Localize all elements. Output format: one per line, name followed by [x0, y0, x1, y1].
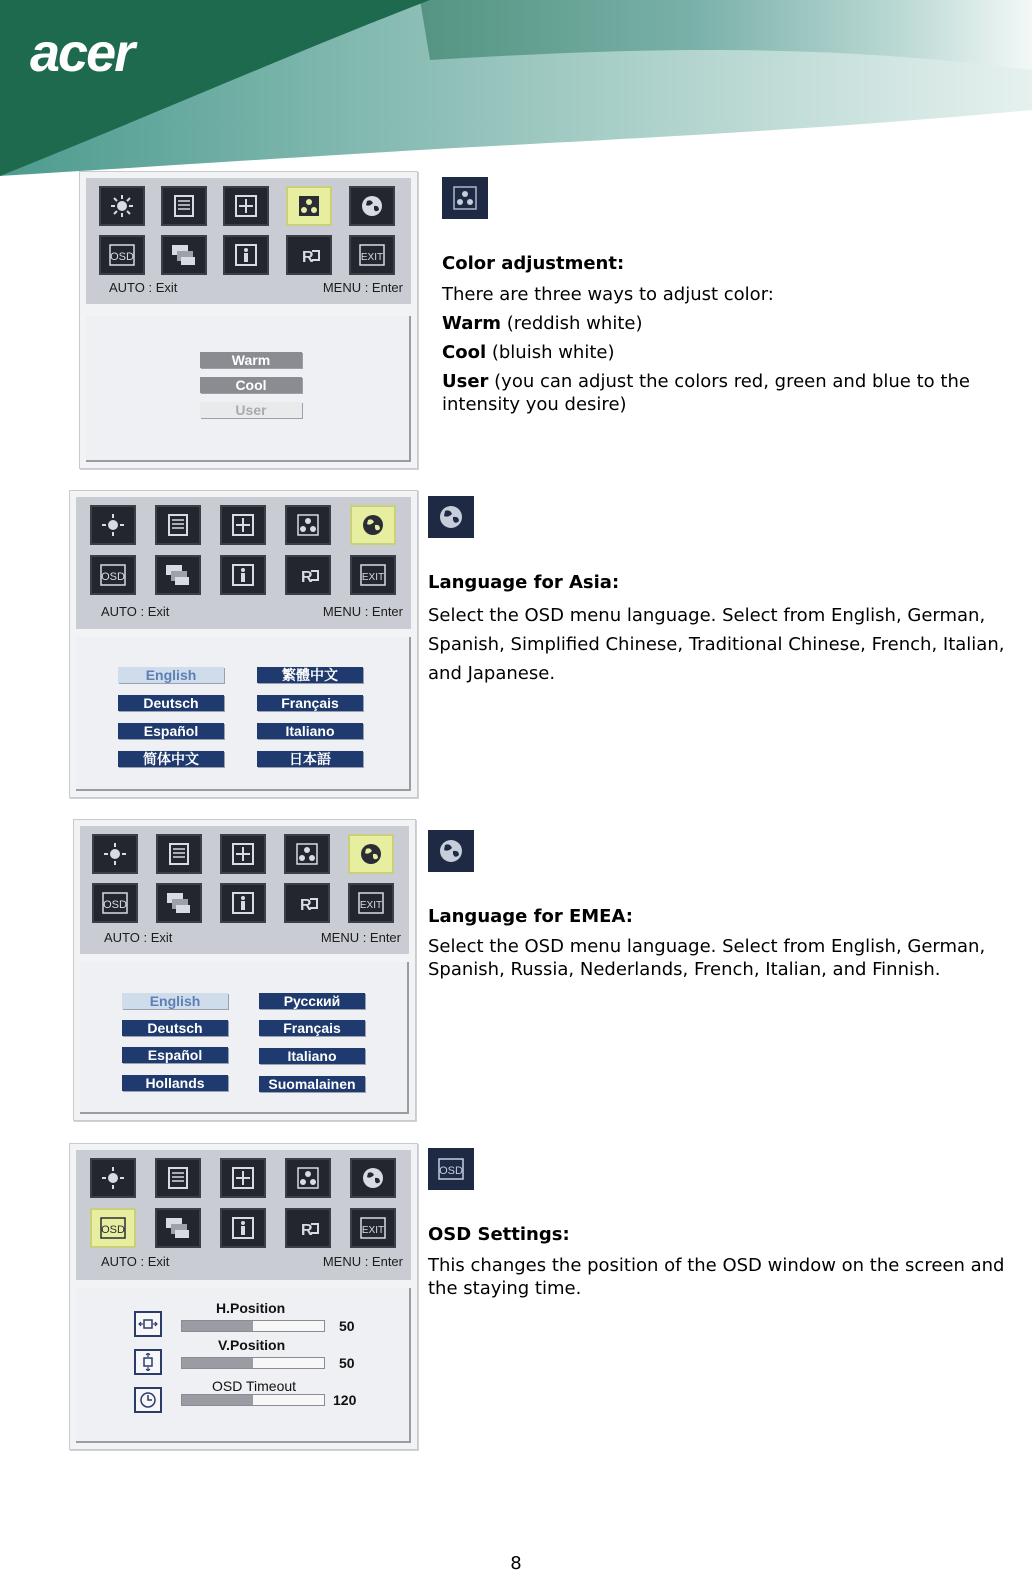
h-position-slider[interactable]: [181, 1320, 325, 1332]
color-icon[interactable]: [286, 186, 332, 226]
term-user-desc: (you can adjust the colors red, green and blue to the intensity you desire): [442, 371, 970, 415]
osd-enter-hint: MENU : Enter: [322, 1254, 403, 1269]
v-position-value: 50: [339, 1355, 355, 1371]
language-option-espanol[interactable]: Español: [122, 1047, 228, 1063]
h-position-label: H.Position: [216, 1300, 286, 1316]
language-icon[interactable]: [350, 505, 396, 545]
reset-icon[interactable]: [286, 235, 332, 275]
color-item-user: [442, 370, 1012, 416]
svg-text:OSD: OSD: [110, 251, 134, 263]
osd-content: [80, 962, 409, 1114]
language-option-suomalainen[interactable]: Suomalainen: [259, 1076, 365, 1092]
position-icon[interactable]: [220, 834, 266, 874]
svg-text:R: R: [301, 1222, 313, 1239]
information-icon[interactable]: [220, 555, 266, 595]
color-icon[interactable]: [285, 505, 331, 545]
input-icon[interactable]: [161, 235, 207, 275]
language-option-deutsch[interactable]: Deutsch: [122, 1020, 228, 1036]
color-item-warm: [442, 312, 1022, 335]
svg-text:R: R: [301, 569, 313, 586]
language-icon[interactable]: [349, 186, 395, 226]
osd-timeout-value: 120: [333, 1392, 357, 1408]
svg-text:OSD: OSD: [439, 1165, 463, 1177]
color-option-warm[interactable]: Warm: [200, 352, 302, 368]
exit-icon[interactable]: [350, 555, 396, 595]
input-icon[interactable]: [155, 555, 201, 595]
language-option-traditional-chinese[interactable]: 繁體中文: [257, 667, 363, 683]
osd-exit-hint: AUTO : Exit: [101, 604, 170, 619]
svg-text:R: R: [300, 897, 312, 914]
exit-icon[interactable]: [348, 883, 394, 923]
osd-timeout-label: OSD Timeout: [212, 1378, 297, 1394]
svg-text:OSD: OSD: [101, 1224, 125, 1236]
h-position-fill: [182, 1321, 253, 1331]
section-title-language-emea: Language for EMEA:: [428, 906, 633, 927]
osd-enter-hint: MENU : Enter: [322, 280, 403, 295]
h-position-value: 50: [339, 1318, 355, 1334]
language-option-francais[interactable]: Français: [257, 695, 363, 711]
language-icon[interactable]: [350, 1158, 396, 1198]
osd-exit-hint: AUTO : Exit: [101, 1254, 170, 1269]
brightness-icon[interactable]: [92, 834, 138, 874]
section-text-osd-settings: This changes the position of the OSD window on the screen and the staying time.: [428, 1255, 1005, 1299]
position-icon[interactable]: [223, 186, 269, 226]
osd-enter-hint: MENU : Enter: [322, 604, 403, 619]
v-position-fill: [182, 1358, 253, 1368]
language-option-english[interactable]: English: [122, 993, 228, 1009]
color-option-user[interactable]: User: [200, 402, 302, 418]
section-title-osd-settings: OSD Settings:: [428, 1224, 570, 1245]
language-option-italiano[interactable]: Italiano: [259, 1048, 365, 1064]
information-icon[interactable]: [220, 883, 266, 923]
osd-timeout-slider[interactable]: [181, 1394, 325, 1406]
term-user: User: [442, 371, 489, 392]
osd-icon: [428, 1148, 474, 1190]
picture-icon[interactable]: [161, 186, 207, 226]
color-icon: [442, 177, 488, 219]
osd-panel-color: [79, 171, 418, 469]
input-icon[interactable]: [156, 883, 202, 923]
svg-text:EXIT: EXIT: [361, 572, 385, 583]
term-cool-desc: (bluish white): [486, 342, 615, 363]
language-icon: [428, 830, 474, 872]
picture-icon[interactable]: [156, 834, 202, 874]
osd-content: [76, 637, 411, 791]
osd-enter-hint: MENU : Enter: [320, 930, 401, 945]
svg-text:OSD: OSD: [101, 571, 125, 583]
h-position-icon: [134, 1311, 162, 1337]
language-option-espanol[interactable]: Español: [118, 723, 224, 739]
color-item-cool: [442, 341, 1022, 364]
language-icon[interactable]: [348, 834, 394, 874]
language-option-english[interactable]: English: [118, 667, 224, 683]
position-icon[interactable]: [220, 1158, 266, 1198]
osd-icon[interactable]: [90, 555, 136, 595]
brightness-icon[interactable]: [99, 186, 145, 226]
svg-text:EXIT: EXIT: [359, 900, 383, 911]
svg-text:OSD: OSD: [103, 899, 127, 911]
page-number: 8: [510, 1553, 522, 1574]
osd-icon[interactable]: [92, 883, 138, 923]
reset-icon[interactable]: [284, 883, 330, 923]
osd-content: [76, 1288, 411, 1443]
svg-text:R: R: [302, 249, 314, 266]
section-text-language-emea: Select the OSD menu language. Select from English, German, Spanish, Russia, Nederlands, French, Italian, and Finnish.: [428, 936, 986, 980]
term-warm: Warm: [442, 313, 501, 334]
color-option-cool[interactable]: Cool: [200, 377, 302, 393]
exit-icon[interactable]: [349, 235, 395, 275]
reset-icon[interactable]: [285, 555, 331, 595]
osd-panel-language-asia: [69, 490, 418, 798]
input-icon[interactable]: [155, 1208, 201, 1248]
section-title-language-asia: Language for Asia:: [428, 572, 620, 593]
section-text-language-asia: Select the OSD menu language. Select from English, German, Spanish, Simplified Chinese, Traditional Chinese, French, Italian, and Japanese.: [428, 605, 1005, 684]
svg-text:EXIT: EXIT: [360, 252, 384, 263]
position-icon[interactable]: [220, 505, 266, 545]
language-option-russian[interactable]: Русский: [259, 993, 365, 1009]
picture-icon[interactable]: [155, 505, 201, 545]
term-cool: Cool: [442, 342, 487, 363]
header-banner: [0, 0, 1032, 180]
v-position-icon: [134, 1349, 162, 1375]
osd-panel-osd-settings: [69, 1143, 418, 1450]
language-icon: [428, 496, 474, 538]
term-warm-desc: (reddish white): [501, 313, 643, 334]
osd-icon-bar: [76, 1150, 411, 1280]
osd-icon-bar: [76, 497, 411, 629]
osd-icon[interactable]: [99, 235, 145, 275]
brightness-icon[interactable]: [90, 505, 136, 545]
osd-exit-hint: AUTO : Exit: [104, 930, 173, 945]
language-option-japanese[interactable]: 日本語: [257, 751, 363, 767]
osd-exit-hint: AUTO : Exit: [109, 280, 178, 295]
svg-text:EXIT: EXIT: [361, 1225, 385, 1236]
osd-timeout-fill: [182, 1395, 253, 1405]
information-icon[interactable]: [223, 235, 269, 275]
picture-icon[interactable]: [155, 1158, 201, 1198]
acer-logo: acer: [30, 23, 134, 83]
language-option-italiano[interactable]: Italiano: [257, 723, 363, 739]
osd-icon[interactable]: [90, 1208, 136, 1248]
exit-icon[interactable]: [350, 1208, 396, 1248]
color-icon[interactable]: [285, 1158, 331, 1198]
osd-content: [86, 316, 411, 462]
clock-icon: [134, 1387, 162, 1413]
v-position-slider[interactable]: [181, 1357, 325, 1369]
brightness-icon[interactable]: [90, 1158, 136, 1198]
information-icon[interactable]: [220, 1208, 266, 1248]
color-icon[interactable]: [284, 834, 330, 874]
osd-icon-bar: [80, 826, 409, 954]
reset-icon[interactable]: [285, 1208, 331, 1248]
section-title-color: Color adjustment:: [442, 253, 625, 274]
osd-icon-bar: [86, 178, 411, 304]
language-option-deutsch[interactable]: Deutsch: [118, 695, 224, 711]
section-intro-color: There are three ways to adjust color:: [442, 284, 774, 305]
v-position-label: V.Position: [218, 1337, 286, 1353]
language-option-simplified-chinese[interactable]: 简体中文: [118, 751, 224, 767]
osd-panel-language-emea: [73, 819, 416, 1121]
language-option-francais[interactable]: Français: [259, 1020, 365, 1036]
language-option-hollands[interactable]: Hollands: [122, 1075, 228, 1091]
